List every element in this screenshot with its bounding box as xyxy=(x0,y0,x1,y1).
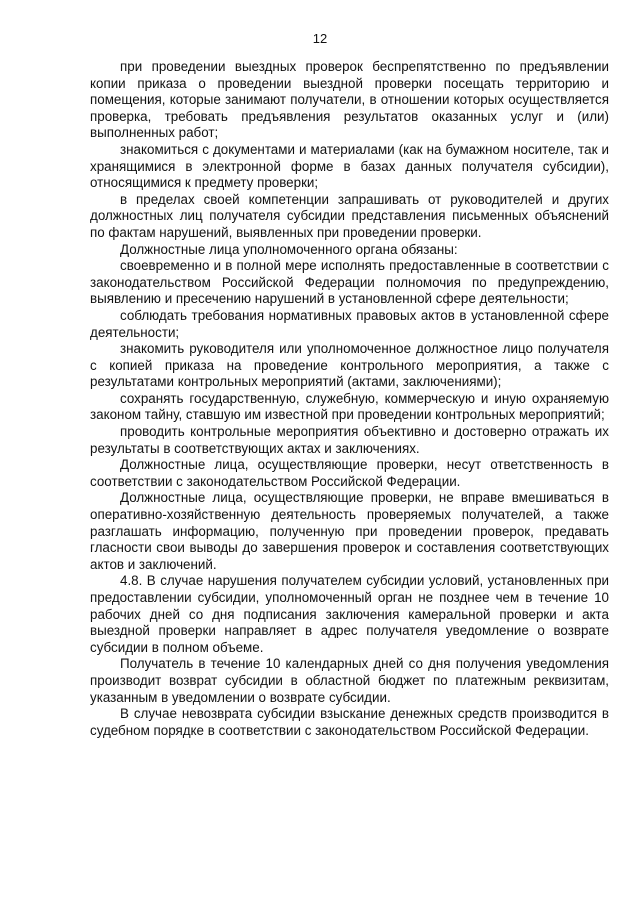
paragraph-section-4-8: 4.8. В случае нарушения получателем субсидии условий, установленных при предоставлении субсидии, уполномоченный орган не позднее чем в течение 10 рабочих дней со дня подписания заключения камеральной проверки и акта выездной проверки направляет в адрес получателя уведомление о возврате субсидии в полном объеме. xyxy=(90,573,609,655)
paragraph-responsibility: Должностные лица, осуществляющие проверки, несут ответственность в соответствии с законодательством Российской Федерации. xyxy=(90,457,609,489)
paragraph-review-documents: знакомиться с документами и материалами (как на бумажном носителе, так и хранящимися в электронной форме в базах данных получателя субсидии), относящимися к предмету проверки; xyxy=(90,141,609,191)
paragraph-request-explanations: в пределах своей компетенции запрашивать от руководителей и других должностных лиц получателя субсидии представления письменных объяснений по фактам нарушений, выявленных при проведении проверки. xyxy=(90,191,609,240)
paragraph-officials-obliged: Должностные лица уполномоченного органа обязаны: xyxy=(120,241,458,257)
paragraph-inspection-rights: при проведении выездных проверок беспрепятственно по предъявлении копии приказа о проведении выездной проверки посещать территорию и помещения, которые занимают получатели, в отношении которых осуществляется проверка, требовать предъявления результатов оказанных услуг и (или) выполненных работ; xyxy=(90,59,609,141)
paragraph-non-interference: Должностные лица, осуществляющие проверки, не вправе вмешиваться в оперативно-хозяйственную деятельность проверяемых получателей, а также разглашать информацию, полученную при проведении проверок, предавать гласности свои выводы до завершения проверок и составления соответствующих актов и заключений. xyxy=(90,490,609,572)
paragraph-keep-secrets: сохранять государственную, служебную, коммерческую и иную охраняемую законом тайну, ставшую им известной при проведении контрольных мероприятий; xyxy=(90,390,609,423)
paragraph-judicial-recovery: В случае невозврата субсидии взыскание денежных средств производится в судебном порядке в соответствии с законодательством Российской Федерации. xyxy=(90,706,609,738)
document-body xyxy=(90,59,609,739)
paragraph-objective-control: проводить контрольные мероприятия объективно и достоверно отражать их результаты в соответствующих актах и заключениях. xyxy=(90,424,609,456)
paragraph-refund: Получатель в течение 10 календарных дней со дня получения уведомления производит возврат субсидии в областной бюджет по платежным реквизитам, указанным в уведомлении о возврате субсидии. xyxy=(90,656,609,705)
paragraph-comply-requirements: соблюдать требования нормативных правовых актов в установленной сфере деятельности; xyxy=(90,307,609,340)
page-number: 12 xyxy=(312,31,328,46)
paragraph-acquaint-head: знакомить руководителя или уполномоченное должностное лицо получателя с копией приказа на проведение контрольного мероприятия, а также с результатами контрольных мероприятий (актами, заключениями); xyxy=(90,341,609,390)
paragraph-exercise-powers: своевременно и в полной мере исполнять предоставленные в соответствии с законодательством Российской Федерации полномочия по предупреждению, выявлению и пресечению нарушений в установленной сфере деятельности; xyxy=(90,258,609,307)
